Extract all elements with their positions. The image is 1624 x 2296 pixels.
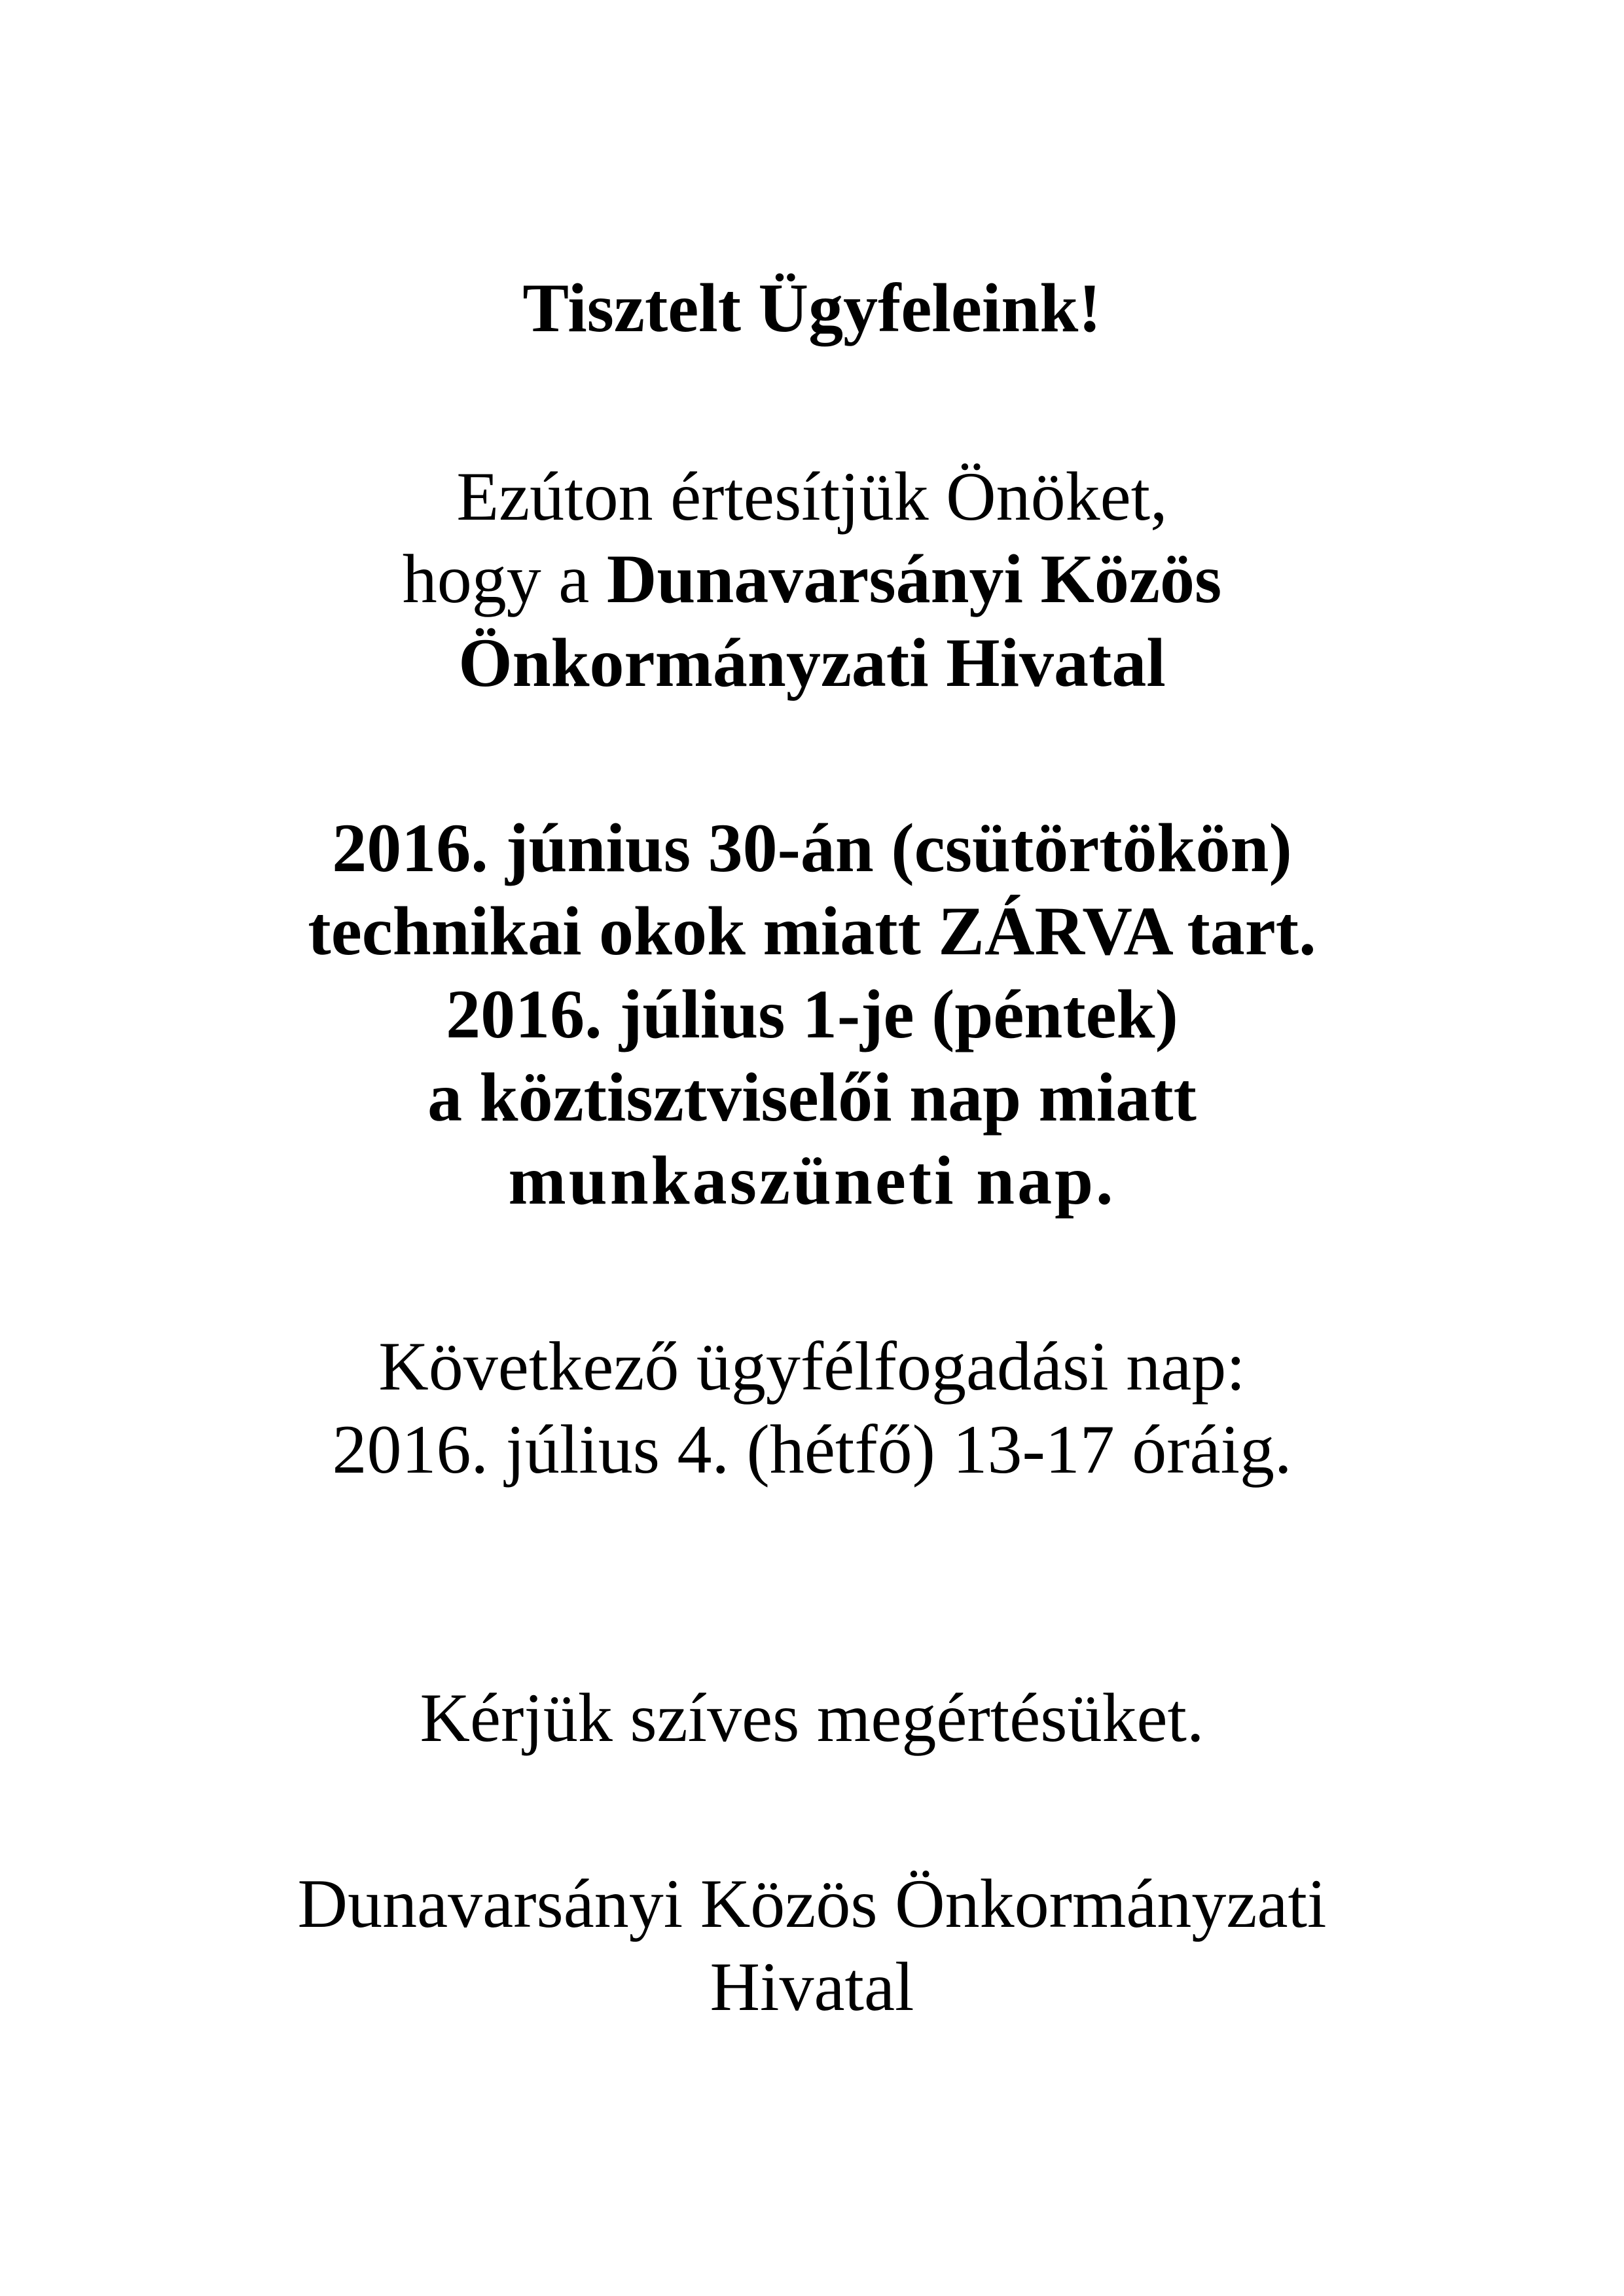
intro-line-1: Ezúton értesítjük Önöket, (456, 458, 1168, 535)
holiday-reason-line: a köztisztviselői nap miatt (427, 1059, 1197, 1136)
signature-line-1: Dunavarsányi Közös Önkormányzati (297, 1865, 1327, 1942)
closure-reason-line: technikai okok miatt ZÁRVA tart. (308, 893, 1316, 969)
signature-line-2: Hivatal (710, 1948, 914, 2025)
intro-line-2 (0, 541, 1624, 617)
next-reception-date: 2016. július 4. (hétfő) 13-17 óráig. (332, 1411, 1292, 1488)
next-reception-label: Következő ügyfélfogadási nap: (378, 1328, 1246, 1405)
greeting-heading: Tisztelt Ügyfeleink! (522, 270, 1102, 346)
closure-date-line: 2016. június 30-án (csütörtökön) (332, 810, 1292, 886)
holiday-type-line: munkaszüneti nap. (508, 1142, 1116, 1219)
intro-line-2-prefix: hogy a (402, 541, 607, 617)
holiday-date-line: 2016. július 1-je (péntek) (446, 976, 1178, 1052)
office-name-part-2: Önkormányzati Hivatal (458, 624, 1166, 701)
closing-sentence: Kérjük szíves megértésüket. (420, 1679, 1204, 1756)
office-name-part-1: Dunavarsányi Közös (606, 541, 1222, 617)
